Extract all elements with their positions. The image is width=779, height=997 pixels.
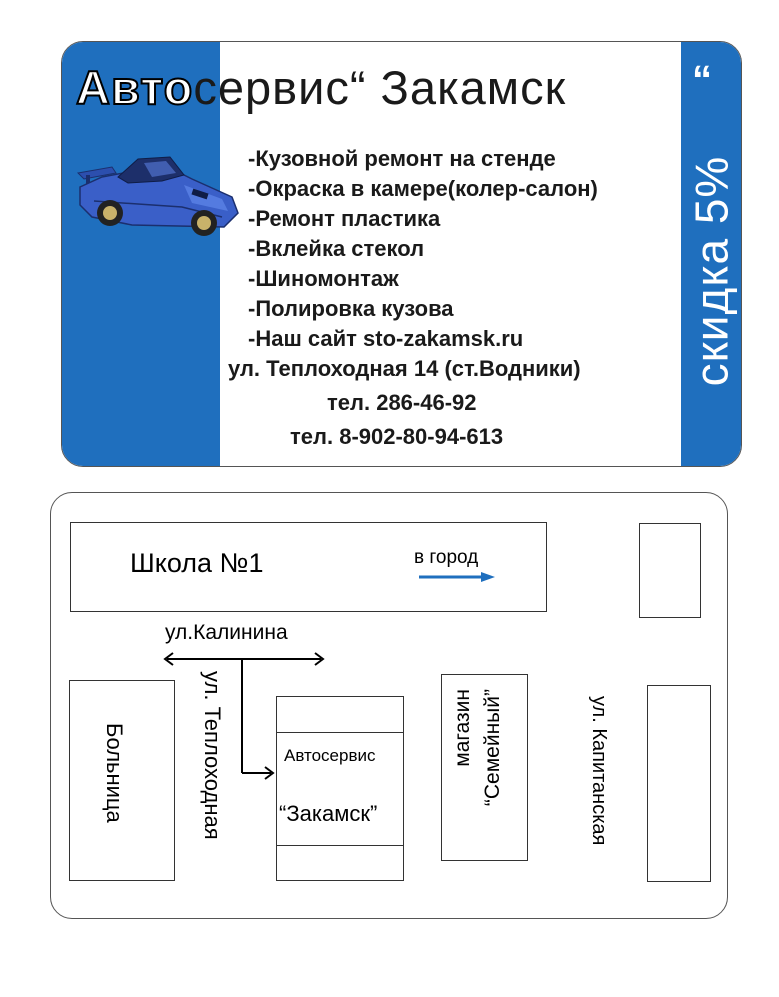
divider <box>276 732 404 733</box>
phone-landline: тел. 286-46-92 <box>327 390 477 415</box>
divider <box>276 845 404 846</box>
street-teplohodnaya-label: ул. Теплоходная <box>200 671 225 840</box>
phone-mobile: тел. 8-902-80-94-613 <box>290 424 504 449</box>
autoservice-name: “Закамск” <box>279 801 378 826</box>
shop-label: магазин <box>451 689 474 767</box>
title-part-main: сервис“ Закамск <box>193 61 567 114</box>
service-item: -Кузовной ремонт на стенде <box>248 146 556 171</box>
service-item: -Ремонт пластика <box>248 206 441 231</box>
company-title <box>76 60 566 116</box>
hospital-label: Больница <box>102 723 127 823</box>
street-kapitanskaya-label: ул. Капитанская <box>588 696 610 846</box>
address: ул. Теплоходная 14 (ст.Водники) <box>228 356 581 381</box>
sports-car-image <box>72 127 242 237</box>
building-top-right <box>639 523 701 618</box>
autoservice-label: Автосервис <box>284 746 376 765</box>
service-item: -Шиномонтаж <box>248 266 399 291</box>
street-kalinina-label: ул.Калинина <box>165 621 288 644</box>
service-item: -Вклейка стекол <box>248 236 425 261</box>
service-item: -Полировка кузова <box>248 296 454 321</box>
services-list <box>248 144 598 354</box>
to-city-label: в город <box>414 547 479 568</box>
location-map-card <box>50 492 728 919</box>
school-label: Школа №1 <box>130 548 264 578</box>
building-right <box>647 685 711 882</box>
title-part-outlined: Авто <box>76 61 194 114</box>
business-card-front <box>61 41 742 467</box>
shop-name: “Семейный” <box>481 689 504 807</box>
discount-label: скидка 5% <box>685 155 737 387</box>
discount-strip <box>681 42 741 466</box>
to-city-arrow-icon <box>419 572 495 582</box>
service-item: -Наш сайт sto-zakamsk.ru <box>248 326 524 351</box>
title-closing-quote: “ <box>692 58 712 102</box>
service-item: -Окраска в камере(колер-салон) <box>248 176 598 201</box>
autoservice-building <box>276 696 404 881</box>
